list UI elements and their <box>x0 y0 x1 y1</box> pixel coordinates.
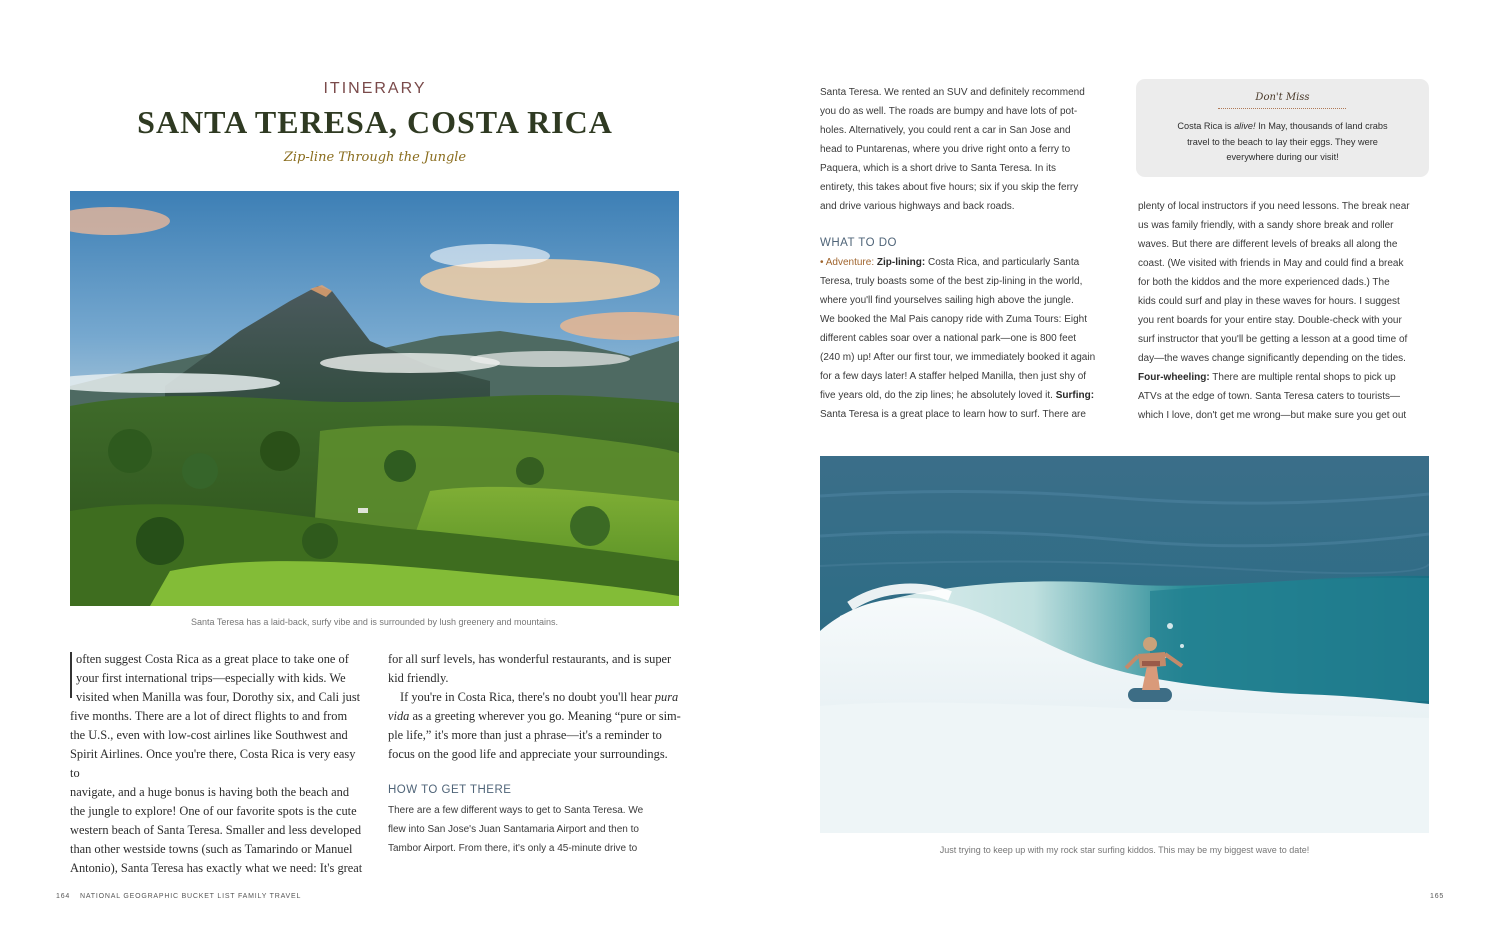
text-line <box>820 253 1120 272</box>
photo-caption-surfing: Just trying to keep up with my rock star surfing kiddos. This may be my biggest wave to date! <box>939 845 1310 855</box>
section-heading-how-to-get-there: HOW TO GET THERE <box>388 784 512 796</box>
text-line: five months. There are a lot of direct flights to and from <box>70 709 348 723</box>
photo-caption-volcano: Santa Teresa has a laid-back, surfy vibe and is surrounded by lush greenery and mountains. <box>190 617 559 627</box>
running-footer: NATIONAL GEOGRAPHIC BUCKET LIST FAMILY TRAVEL <box>80 893 302 900</box>
text-line <box>388 707 688 726</box>
page-title: SANTA TERESA, COSTA RICA <box>137 104 613 140</box>
text-line: plenty of local instructors if you need lessons. The break near <box>1138 201 1410 212</box>
text-line: for a few days later! A staffer helped Manilla, then just shy of <box>820 371 1087 382</box>
section-heading-what-to-do: WHAT TO DO <box>820 237 897 249</box>
text-span: In May, thousands of land crabs <box>1255 121 1388 131</box>
text-line: waves. But there are different levels of breaks all along the <box>1138 239 1398 250</box>
text-line: you rent boards for your entire stay. Double-check with your <box>1138 315 1402 326</box>
text-span: five years old, do the zip lines; he absolutely loved it. <box>820 390 1056 401</box>
text-line: Paquera, which is a short drive to Santa Teresa. In its <box>820 163 1057 174</box>
text-span-bold: Zip-lining: <box>876 257 926 268</box>
text-line: entirety, this takes about five hours; six if you skip the ferry <box>820 182 1079 193</box>
text-line: your first international trips—especially with kids. We <box>76 671 346 685</box>
text-line: Teresa, truly boasts some of the best zip-lining in the world, <box>820 276 1083 287</box>
text-line: There are a few different ways to get to Santa Teresa. We <box>388 805 644 816</box>
dont-miss-text <box>1150 119 1415 166</box>
text-line: kids could surf and play in these waves for hours. I suggest <box>1138 296 1400 307</box>
page-number-right: 165 <box>1430 893 1445 900</box>
body-column-2 <box>388 650 688 764</box>
text-span: Costa Rica is <box>1177 121 1235 131</box>
text-span: as a greeting wherever you go. Meaning “pure or sim- <box>409 709 681 723</box>
text-line: Santa Teresa is a great place to learn how to surf. There are <box>820 409 1086 420</box>
text-line <box>820 386 1120 405</box>
text-span-italic: alive! <box>1234 121 1256 131</box>
dont-miss-title: Don't Miss <box>1255 92 1310 103</box>
text-line: and drive various highways and back roads. <box>820 201 1015 212</box>
text-line: surf instructor that you'll be getting a lesson at a good time of <box>1138 334 1408 345</box>
text-line: holes. Alternatively, you could rent a car in San Jose and <box>820 125 1071 136</box>
page-number-left: 164 <box>56 893 71 900</box>
text-span: Costa Rica, and particularly Santa <box>925 257 1080 268</box>
text-line: for all surf levels, has wonderful restaurants, and is super <box>388 652 672 666</box>
text-span-bold: Four-wheeling: <box>1138 372 1210 383</box>
text-line: Santa Teresa. We rented an SUV and definitely recommend <box>820 87 1085 98</box>
text-line: which I love, don't get me wrong—but make sure you get out <box>1138 410 1407 421</box>
page-subtitle: Zip-line Through the Jungle <box>283 150 467 165</box>
surfing-wave-photo <box>820 456 1429 833</box>
body-column-1-continued <box>70 707 366 878</box>
text-line: coast. (We visited with friends in May and could find a break <box>1138 258 1404 269</box>
text-line: different cables soar over a national park—one is 800 feet <box>820 333 1077 344</box>
text-span-italic: vida <box>388 709 410 723</box>
body-column-1 <box>76 650 366 707</box>
text-line: day—the waves change significantly depending on the tides. <box>1138 353 1406 364</box>
text-line: the U.S., even with low-cost airlines like Southwest and <box>70 728 348 742</box>
text-span-bold: Surfing: <box>1055 390 1095 401</box>
text-line <box>388 688 688 707</box>
body-column-3 <box>820 83 1120 216</box>
text-line: Antonio), Santa Teresa has exactly what we need: It's great <box>70 861 363 875</box>
section-kicker: ITINERARY <box>323 80 427 97</box>
text-line: Spirit Airlines. Once you're there, Costa Rica is very easy to <box>70 747 356 780</box>
bullet-adventure: • Adventure: <box>820 257 877 268</box>
text-line: travel to the beach to lay their eggs. They were <box>1187 136 1378 147</box>
dont-miss-divider <box>1218 108 1346 109</box>
text-span-italic: pura <box>654 690 679 704</box>
text-line: Tambor Airport. From there, it's only a 45-minute drive to <box>388 843 638 854</box>
text-line: you do as well. The roads are bumpy and have lots of pot- <box>820 106 1078 117</box>
text-line: the jungle to explore! One of our favorite spots is the cute <box>70 804 357 818</box>
text-line: flew into San Jose's Juan Santamaria Airport and then to <box>388 824 639 835</box>
text-line: visited when Manilla was four, Dorothy six, and Cali just <box>76 690 361 704</box>
text-line: (240 m) up! After our first tour, we immediately booked it again <box>820 352 1096 363</box>
text-line: head to Puntarenas, where you drive right onto a ferry to <box>820 144 1071 155</box>
text-line: than other westside towns (such as Tamarindo or Manuel <box>70 842 353 856</box>
body-column-4 <box>1138 197 1438 425</box>
text-line <box>1138 368 1438 387</box>
drop-cap-i <box>70 652 72 698</box>
text-line: navigate, and a huge bonus is having both the beach and <box>70 785 350 799</box>
text-line: for both the kiddos and the more experienced dads.) The <box>1138 277 1390 288</box>
body-column-3-activities <box>820 253 1120 424</box>
text-line: kid friendly. <box>388 671 449 685</box>
volcano-landscape-photo <box>70 191 679 606</box>
text-line: ple life,” it's more than just a phrase—it's a reminder to <box>388 728 662 742</box>
text-line: We booked the Mal Pais canopy ride with Zuma Tours: Eight <box>820 314 1087 325</box>
text-line: where you'll find yourselves sailing high above the jungle. <box>820 295 1074 306</box>
text-line: ATVs at the edge of town. Santa Teresa caters to tourists— <box>1138 391 1400 402</box>
text-line: us was family friendly, with a sandy shore break and roller <box>1138 220 1394 231</box>
text-line <box>1150 119 1415 135</box>
text-line: often suggest Costa Rica as a great place to take one of <box>76 652 349 666</box>
text-span: There are multiple rental shops to pick up <box>1209 372 1396 383</box>
text-line: focus on the good life and appreciate your surroundings. <box>388 747 668 761</box>
text-line: everywhere during our visit! <box>1226 152 1339 162</box>
text-line: western beach of Santa Teresa. Smaller and less developed <box>70 823 362 837</box>
text-span: If you're in Costa Rica, there's no doubt you'll hear <box>400 690 655 704</box>
body-column-2-transport <box>388 801 688 858</box>
